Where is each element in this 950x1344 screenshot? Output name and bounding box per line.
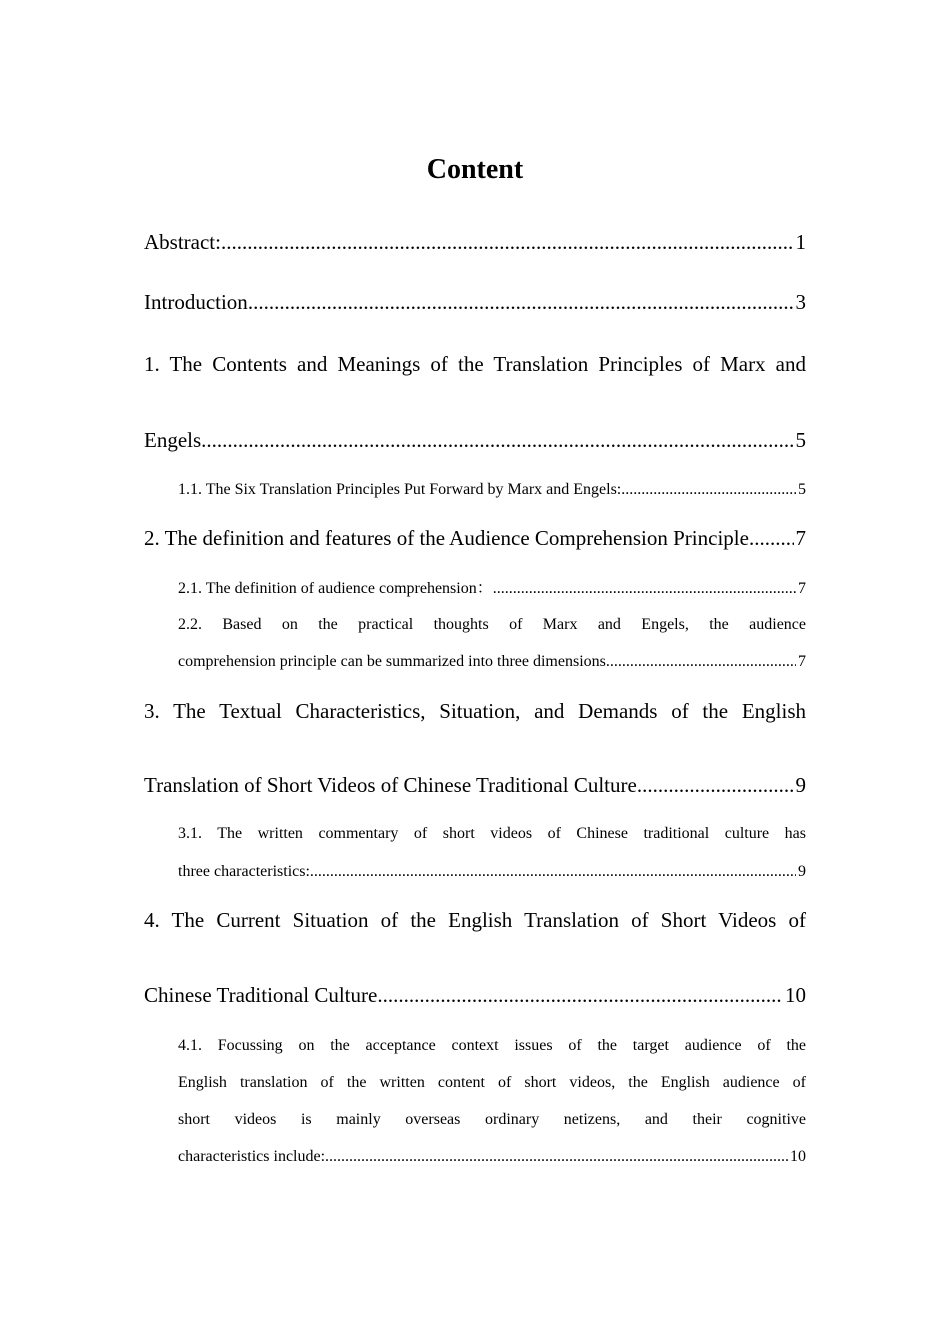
toc-entry-text: 1.1. The Six Translation Principles Put Forward by Marx and Engels: [178, 481, 622, 498]
toc-page-number: 9 [798, 863, 806, 880]
toc-page-number: 5 [798, 481, 806, 498]
toc-page-number: 10 [790, 1148, 806, 1165]
toc-entry-text: characteristics include: [178, 1148, 326, 1165]
dot-leader [221, 230, 794, 254]
dot-leader [493, 578, 796, 600]
toc-entry-text: three characteristics: [178, 863, 310, 880]
toc-entry-section-2-1[interactable] [178, 578, 806, 600]
toc-entry-section-4[interactable] [144, 908, 806, 1007]
toc-page-number: 1 [795, 230, 806, 254]
toc-entry-section-4-1[interactable] [178, 1035, 806, 1168]
dot-leader [377, 983, 783, 1007]
toc-entry-text: 2. The definition and features of the Audience Comprehension Principle [144, 526, 749, 550]
dot-leader [325, 1146, 788, 1168]
toc-entry-first-line: 2.2. Based on the practical thoughts of Marx and Engels, the audience [178, 616, 806, 633]
dot-leader [310, 861, 796, 883]
toc-entry-line: English translation of the written content of short videos, the English audience of [178, 1074, 806, 1091]
toc-entry-abstract[interactable] [144, 230, 806, 254]
toc-entry-section-1[interactable] [144, 352, 806, 452]
toc-page-number: 10 [785, 983, 806, 1007]
page-title: Content [426, 154, 524, 185]
toc-entry-section-3-1[interactable] [178, 823, 806, 883]
toc-entry-text: 2.1. The definition of audience comprehension： [178, 580, 493, 597]
toc-entry-text: Engels [144, 428, 202, 452]
toc-page-number: 3 [795, 290, 806, 314]
toc-page-number: 5 [795, 428, 806, 452]
toc-entry-text: Translation of Short Videos of Chinese Traditional Culture [144, 773, 637, 797]
dot-leader [201, 428, 793, 452]
toc-page-number: 9 [795, 773, 806, 797]
toc-entry-introduction[interactable] [144, 290, 806, 314]
dot-leader [749, 526, 794, 550]
toc-page-number: 7 [795, 526, 806, 550]
toc-entry-text: Chinese Traditional Culture [144, 983, 378, 1007]
dot-leader [248, 290, 794, 314]
toc-entry-line: short videos is mainly overseas ordinary netizens, and their cognitive [178, 1111, 806, 1128]
toc-entry-first-line: 3.1. The written commentary of short videos of Chinese traditional culture has [178, 825, 806, 842]
toc-entry-section-1-1[interactable] [178, 479, 806, 501]
toc-entry-first-line: 3. The Textual Characteristics, Situation, and Demands of the English [144, 699, 806, 723]
dot-leader [637, 773, 794, 797]
toc-entry-text: Introduction [144, 290, 248, 314]
toc-entry-section-2-2[interactable] [178, 614, 806, 673]
toc-entry-first-line: 1. The Contents and Meanings of the Translation Principles of Marx and [144, 352, 806, 376]
toc-entry-section-2[interactable] [144, 526, 806, 550]
toc-page-number: 7 [798, 653, 806, 670]
toc-entry-section-3[interactable] [144, 699, 806, 797]
dot-leader [621, 479, 796, 501]
toc-entry-text: comprehension principle can be summarized into three dimensions [178, 653, 606, 670]
toc-page-number: 7 [798, 580, 806, 597]
toc-entry-text: Abstract: [144, 230, 221, 254]
toc-entry-first-line: 4. The Current Situation of the English Translation of Short Videos of [144, 908, 806, 932]
dot-leader [606, 651, 796, 673]
toc-entry-line: 4.1. Focussing on the acceptance context issues of the target audience of the [178, 1037, 806, 1054]
